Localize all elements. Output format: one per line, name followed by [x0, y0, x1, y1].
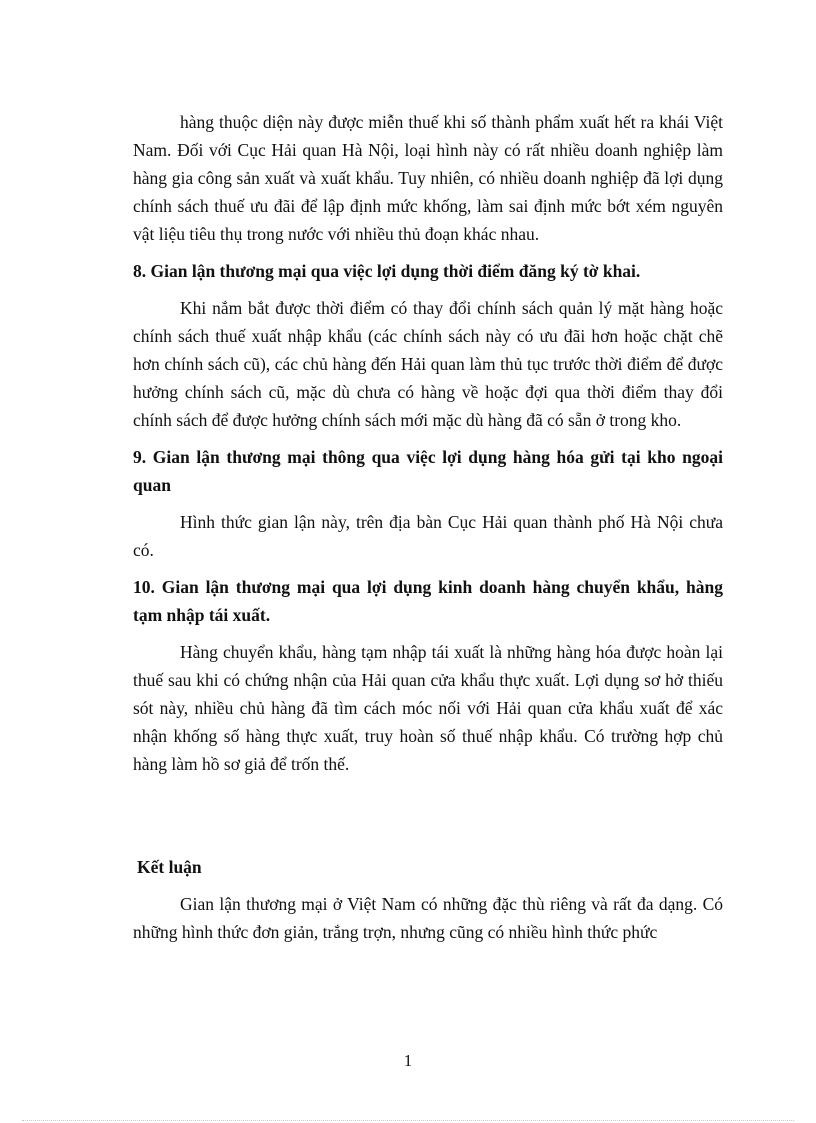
conclusion-paragraph: Gian lận thương mại ở Việt Nam có những đặc thù riêng và rất đa dạng. Có những hình thức đơn giản, trắng trợn, nhưng cũng có nhiều hình thức phức [133, 894, 723, 942]
section-heading-8: 8. Gian lận thương mại qua việc lợi dụng thời điểm đăng ký tờ khai. [133, 261, 641, 281]
page-number: 1 [403, 1051, 413, 1070]
paragraph-continued: hàng thuộc diện này được miễn thuế khi số thành phẩm xuất hết ra khái Việt Nam. Đối với Cục Hải quan Hà Nội, loại hình này có rất nhiều doanh nghiệp làm hàng gia công sản xuất và xuất khẩu. Tuy nhiên, có nhiều doanh nghiệp đã lợi dụng chính sách thuế ưu đãi để lập định mức khống, làm sai định mức bớt xém nguyên vật liệu tiêu thụ trong nước với nhiều thủ đoạn khác nhau. [133, 112, 723, 244]
section-paragraph-8: Khi nắm bắt được thời điểm có thay đổi chính sách quản lý mặt hàng hoặc chính sách thuế xuất nhập khẩu (các chính sách này có ưu đãi hơn hoặc chặt chẽ hơn chính sách cũ), các chủ hàng đến Hải quan làm thủ tục trước thời điểm để được hưởng chính sách cũ, mặc dù chưa có hàng về hoặc đợi qua thời điểm thay đổi chính sách để được hưởng chính sách mới mặc dù hàng đã có sẵn ở trong kho. [133, 298, 723, 430]
page-bottom-divider [22, 1120, 794, 1121]
page-body [133, 108, 723, 946]
conclusion-heading: Kết luận [137, 857, 202, 877]
section-heading-9: 9. Gian lận thương mại thông qua việc lợi dụng hàng hóa gửi tại kho ngoại quan [133, 447, 723, 495]
section-paragraph-9: Hình thức gian lận này, trên địa bàn Cục Hải quan thành phố Hà Nội chưa có. [133, 512, 723, 560]
section-paragraph-10: Hàng chuyển khẩu, hàng tạm nhập tái xuất là những hàng hóa được hoàn lại thuế sau khi có chứng nhận của Hải quan cửa khẩu thực xuất. Lợi dụng sơ hở thiếu sót này, nhiều chủ hàng đã tìm cách móc nối với Hải quan cửa khẩu xuất để xác nhận khống số hàng thực xuất, truy hoàn số thuế nhập khẩu. Có trường hợp chủ hàng làm hồ sơ giả để trốn thế. [133, 642, 723, 774]
section-heading-10: 10. Gian lận thương mại qua lợi dụng kinh doanh hàng chuyển khẩu, hàng tạm nhập tái xuất. [133, 577, 723, 625]
